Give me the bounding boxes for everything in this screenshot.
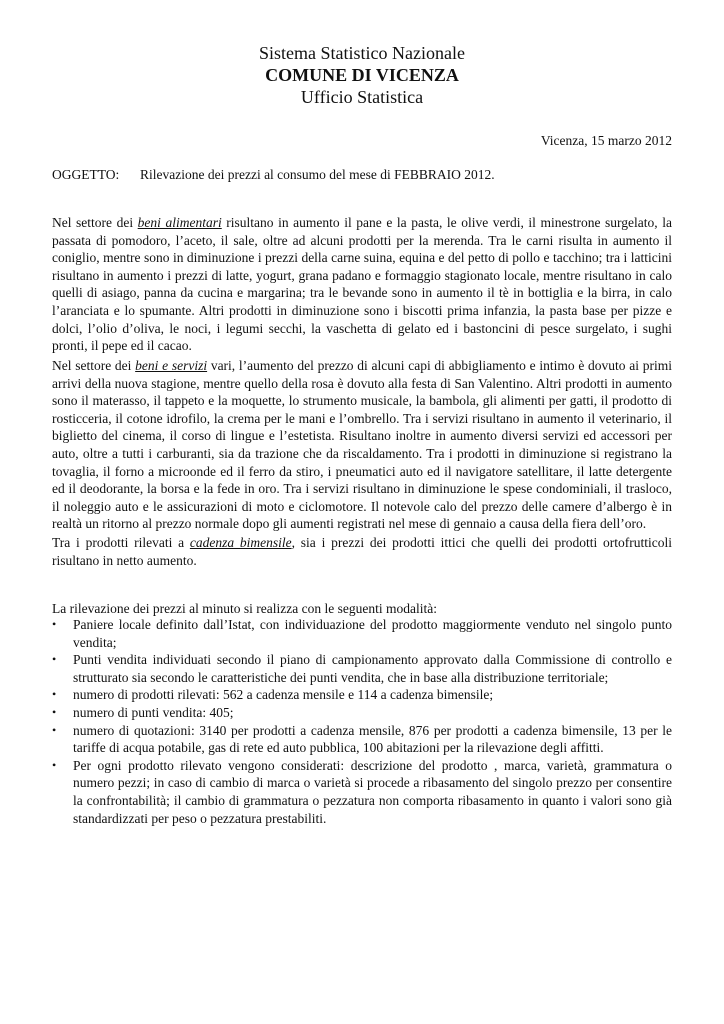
list-item <box>52 757 672 827</box>
paragraph-goods-body: vari, l’aumento del prezzo di alcuni capi di abbigliamento e intimo è dovuto ai primi arrivi della nuova stagione, mentre quello della rosa è dovuto alla festa di San Valentino. Altri prodotti in aumento sono il materasso, il tappeto e la moquette, lo strumento musicale, la bambola, gli alimenti per gatti, il prodotto di rosticceria, il cotone idrofilo, la crema per le mani e l’ombrello. Tra i servizi risultano in aumento il veterinario, il biglietto del cinema, il corso di lingue e l’estetista. Risultano inoltre in aumento diversi servizi ed accessori per auto, oltre a tutti i carburanti, sia da trazione che da riscaldamento. Tra i prodotti in diminuzione si registrano la tovaglia, il forno a microonde ed il ferro da stiro, i pneumatici auto ed il navigatore satellitare, il latte detergente ed il deodorante, la borsa e la fede in oro. Tra i servizi risultano in diminuzione le spese condominiali, il trasloco, il noleggio auto e le assicurazioni di moto e ciclomotore. Il notevole calo del prezzo delle camere d’albergo è in realtà un ritorno al prezzo normale dopo gli aumenti registrati nel mese di gennaio a causa della fiera dell’oro. <box>52 358 672 532</box>
methods-intro: La rilevazione dei prezzi al minuto si realizza con le seguenti modalità: <box>52 601 437 616</box>
list-item-text: numero di prodotti rilevati: 562 a cadenza mensile e 114 a cadenza bimensile; <box>73 687 494 703</box>
list-item-text: numero di punti vendita: 405; <box>73 704 234 720</box>
paragraph-food <box>52 214 672 355</box>
list-item <box>52 686 672 704</box>
letterhead-line-system: Sistema Statistico Nazionale <box>259 43 465 63</box>
list-item-text: Per ogni prodotto rilevato vengono considerati: descrizione del prodotto , marca, varietà, grammatura o numero pezzi; in caso di cambio di marca o varietà si procede a ribasamento del singolo prezzo per consentire la confrontabilità; il cambio di grammatura o pezzatura non comporta ribasamento in quanto i valori sono già standardizzati per peso o pezzatura prestabiliti. <box>73 757 672 826</box>
paragraph-bimonthly <box>52 534 672 569</box>
list-item-text: numero di quotazioni: 3140 per prodotti a cadenza mensile, 876 per prodotti a cadenza bimensile, 13 per le tariffe di acqua potabile, gas di rete ed auto pubblica, 100 abitazioni per la rilevazione degli affitti. <box>73 722 672 756</box>
paragraph-bimonthly-lead: Tra i prodotti rilevati a <box>52 535 190 550</box>
paragraph-food-lead: Nel settore dei <box>52 215 138 230</box>
subject-text: Rilevazione dei prezzi al consumo del mese di FEBBRAIO 2012. <box>140 167 495 182</box>
list-item-text: Punti vendita individuati secondo il piano di campionamento approvato dalla Commissione di controllo e strutturato sia secondo le caratteristiche dei punti vendita, che in base alla distribuzione territoriale; <box>73 652 672 685</box>
paragraph-bimonthly-body: , sia i prezzi dei prodotti ittici che quelli dei prodotti ortofrutticoli risultano in netto aumento. <box>52 535 672 568</box>
paragraph-goods-services <box>52 357 672 533</box>
list-item <box>52 704 672 722</box>
letterhead-line-office: Ufficio Statistica <box>300 87 424 107</box>
list-item <box>52 616 672 651</box>
keyword-goods-services: beni e servizi <box>135 358 208 373</box>
keyword-bimonthly: cadenza bimensile <box>189 535 292 550</box>
keyword-food: beni alimentari <box>137 215 222 230</box>
list-item-text: Paniere locale definito dall’Istat, con individuazione del prodotto maggiormente venduto nel singolo punto vendita; <box>73 617 672 650</box>
paragraph-goods-lead: Nel settore dei <box>52 358 136 373</box>
list-item <box>52 651 672 686</box>
bullet-icon: • <box>52 757 57 772</box>
bullet-icon: • <box>52 617 57 631</box>
paragraph-food-body: risultano in aumento il pane e la pasta, le olive verdi, il minestrone surgelato, la passata di pomodoro, l’aceto, il sale, oltre ad alcuni prodotti per la merenda. Tra le carni risulta in aumento il coniglio, mentre sono in diminuzione i prezzi della carne suina, equina e del petto di pollo e tacchino; tra i latticini risultano in aumento i prezzi di latte, yogurt, grana padano e formaggio stagionato locale, mentre risultano in calo quelli di asiago, panna da cucina e margarina; tra le bevande sono in aumento il tè in bottiglia e la birra, in calo l’aranciata e lo spumante. Altri prodotti in diminuzione sono i biscotti prima infanzia, la pasta base per pizze e dolci, l’olio d’oliva, le noci, i legumi secchi, la vaschetta di gelato ed i bastoncini di pesce surgelato, i sughi pronti, il pepe ed il cacao. <box>52 215 672 354</box>
bullet-icon: • <box>52 652 57 667</box>
bullet-icon: • <box>52 687 57 702</box>
subject-line <box>52 166 495 183</box>
letterhead <box>0 42 724 108</box>
list-item <box>52 722 672 757</box>
letterhead-line-municipality: COMUNE DI VICENZA <box>265 65 459 85</box>
document-date: Vicenza, 15 marzo 2012 <box>540 133 672 148</box>
subject-label: OGGETTO: <box>52 167 120 182</box>
methods-list <box>52 616 672 827</box>
bullet-icon: • <box>52 722 57 737</box>
bullet-icon: • <box>52 704 57 719</box>
